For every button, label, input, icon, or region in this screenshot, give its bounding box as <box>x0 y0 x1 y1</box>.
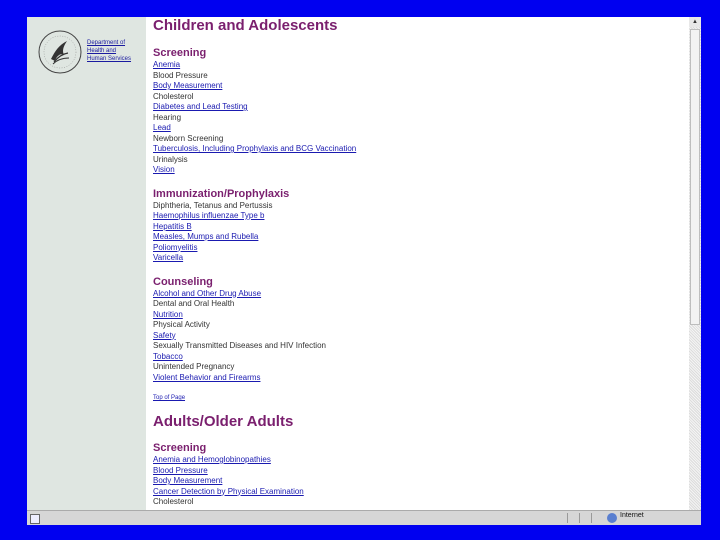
topic-label: Physical Activity <box>153 320 210 329</box>
topic-link[interactable]: Anemia <box>153 60 181 69</box>
agency-line[interactable]: Health and <box>87 48 117 54</box>
topic-link[interactable]: Body Measurement <box>153 81 223 90</box>
agency-line[interactable]: Human Services <box>87 56 132 62</box>
agency-name[interactable] <box>87 39 147 63</box>
topic-link[interactable]: Tuberculosis, Including Prophylaxis and BCG Vaccination <box>153 144 357 153</box>
vertical-scrollbar[interactable] <box>689 17 701 510</box>
top-of-page-link[interactable]: Top of Page <box>153 395 186 401</box>
topic-label: Cholesterol <box>153 497 194 506</box>
topic-link[interactable]: Cancer Detection by Physical Examination <box>153 486 304 496</box>
list-children-immunization <box>153 201 689 264</box>
security-zone-label: Internet <box>620 512 644 519</box>
topic-label: Urinalysis <box>153 154 188 164</box>
agency-line[interactable]: Department of <box>87 40 126 46</box>
topic-link[interactable]: Diabetes and Lead Testing <box>153 102 248 111</box>
topic-label: Newborn Screening <box>153 133 224 143</box>
scroll-up-arrow-icon[interactable]: ▲ <box>689 17 701 27</box>
internet-globe-icon <box>607 513 617 523</box>
topic-label: Hearing <box>153 112 182 122</box>
status-bar <box>27 510 701 525</box>
status-separator <box>591 513 592 523</box>
topic-link[interactable]: Tobacco <box>153 351 183 361</box>
group-heading-screening: Screening <box>153 47 207 59</box>
topic-link[interactable]: Lead <box>153 123 171 132</box>
topic-link[interactable]: Violent Behavior and Firearms <box>153 372 261 382</box>
group-heading-counseling: Counseling <box>153 275 213 288</box>
list-children-counseling <box>153 289 689 384</box>
topic-label: Unintended Pregnancy <box>153 362 235 371</box>
topic-link[interactable]: Body Measurement <box>153 476 223 485</box>
topic-link[interactable]: Measles, Mumps and Rubella <box>153 232 259 241</box>
topic-link[interactable]: Vision <box>153 165 175 174</box>
list-adults-screening <box>153 455 689 508</box>
hhs-seal-logo[interactable] <box>37 29 83 75</box>
topic-link[interactable]: Anemia and Hemoglobinopathies <box>153 455 271 464</box>
topic-link[interactable]: Varicella <box>153 253 184 262</box>
status-separator <box>567 513 568 523</box>
topic-label: Sexually Transmitted Diseases and HIV Infection <box>153 341 326 350</box>
topic-link[interactable]: Nutrition <box>153 309 183 319</box>
section-title-adults: Adults/Older Adults <box>153 413 294 430</box>
section-title-children: Children and Adolescents <box>153 17 338 34</box>
topic-link[interactable]: Hepatitis B <box>153 221 192 231</box>
topic-label: Diphtheria, Tetanus and Pertussis <box>153 200 273 210</box>
topic-link[interactable]: Safety <box>153 330 176 340</box>
topic-link[interactable]: Alcohol and Other Drug Abuse <box>153 288 262 298</box>
group-heading-immunization: Immunization/Prophylaxis <box>153 187 290 200</box>
topic-link[interactable]: Blood Pressure <box>153 465 208 475</box>
topic-label: Cholesterol <box>153 91 194 101</box>
sidebar <box>27 17 146 510</box>
topic-link[interactable]: Poliomyelitis <box>153 242 198 252</box>
topic-label: Blood Pressure <box>153 70 208 80</box>
topic-link[interactable]: Haemophilus influenzae Type b <box>153 211 265 220</box>
list-children-screening <box>153 60 689 176</box>
scroll-thumb[interactable] <box>690 29 700 325</box>
browser-window <box>27 17 701 525</box>
main-content <box>153 17 689 510</box>
page-icon <box>30 514 40 524</box>
group-heading-adult-screening: Screening <box>153 442 207 454</box>
status-separator <box>579 513 580 523</box>
topic-label: Dental and Oral Health <box>153 299 235 308</box>
